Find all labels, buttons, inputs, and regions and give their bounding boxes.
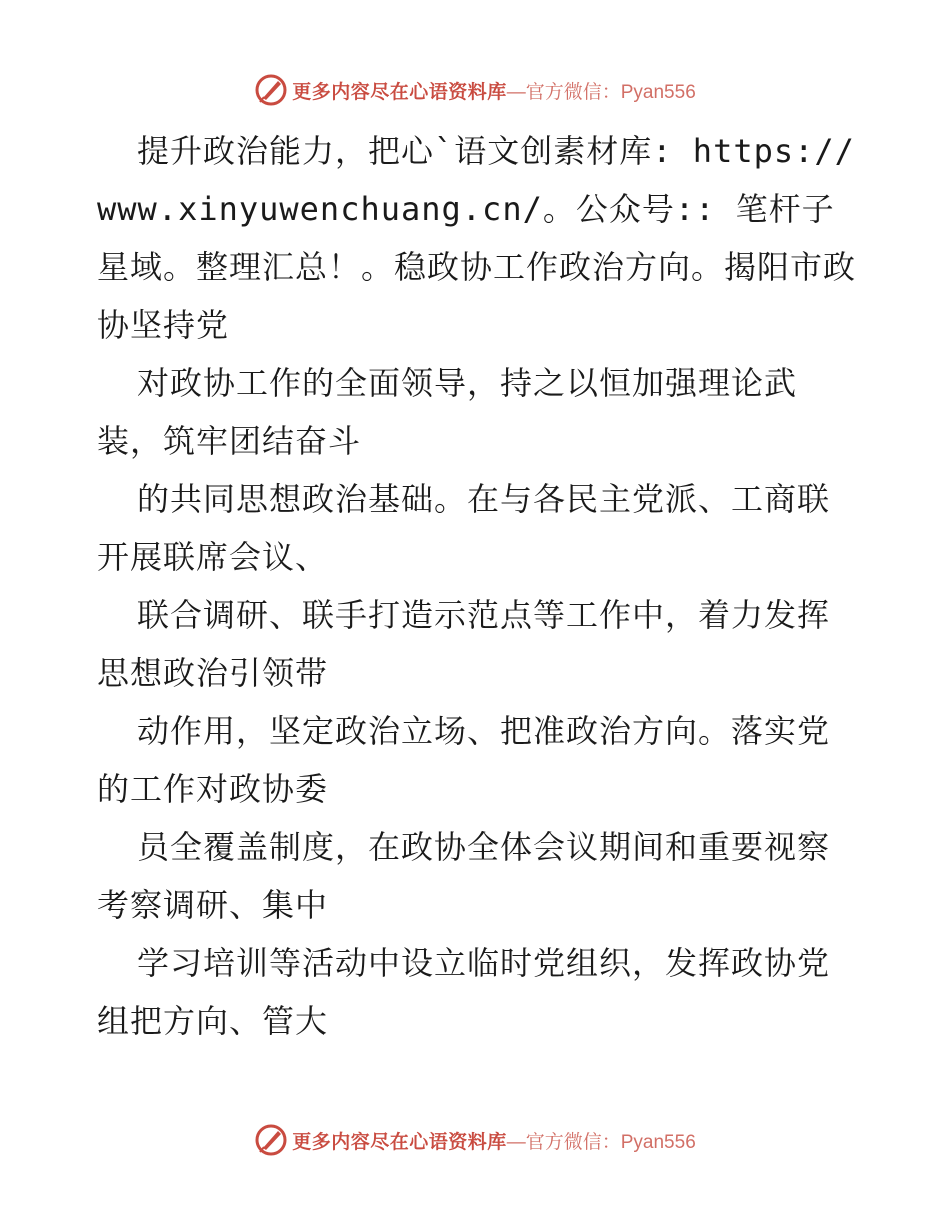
header-banner [0,68,950,112]
paragraph: 提升政治能力，把心`语文创素材库: https://www.xinyuwenchuang.cn/。公众号:: 笔杆子星域。整理汇总！。稳政协工作政治方向。揭阳市政协坚持党 [97,132,857,344]
banner-wechat: —官方微信：Pyan556 [506,1131,696,1153]
body-text [97,122,857,1050]
paragraph: 的共同思想政治基础。在与各民主党派、工商联开展联席会议、 [97,480,831,576]
banner-wechat: —官方微信：Pyan556 [506,81,696,103]
banner-text: 更多内容尽在心语资料库 [292,80,507,103]
quill-logo-icon [254,1123,288,1157]
paragraph: 学习培训等活动中设立临时党组织，发挥政协党组把方向、管大 [97,944,831,1040]
footer-banner [0,1118,950,1162]
paragraph: 员全覆盖制度，在政协全体会议期间和重要视察考察调研、集中 [97,828,831,924]
banner-text: 更多内容尽在心语资料库 [292,1130,507,1153]
paragraph: 联合调研、联手打造示范点等工作中，着力发挥思想政治引领带 [97,596,831,692]
paragraph: 动作用，坚定政治立场、把准政治方向。落实党的工作对政协委 [97,712,831,808]
quill-logo-icon [254,73,288,107]
paragraph: 对政协工作的全面领导，持之以恒加强理论武装，筑牢团结奋斗 [97,364,798,460]
